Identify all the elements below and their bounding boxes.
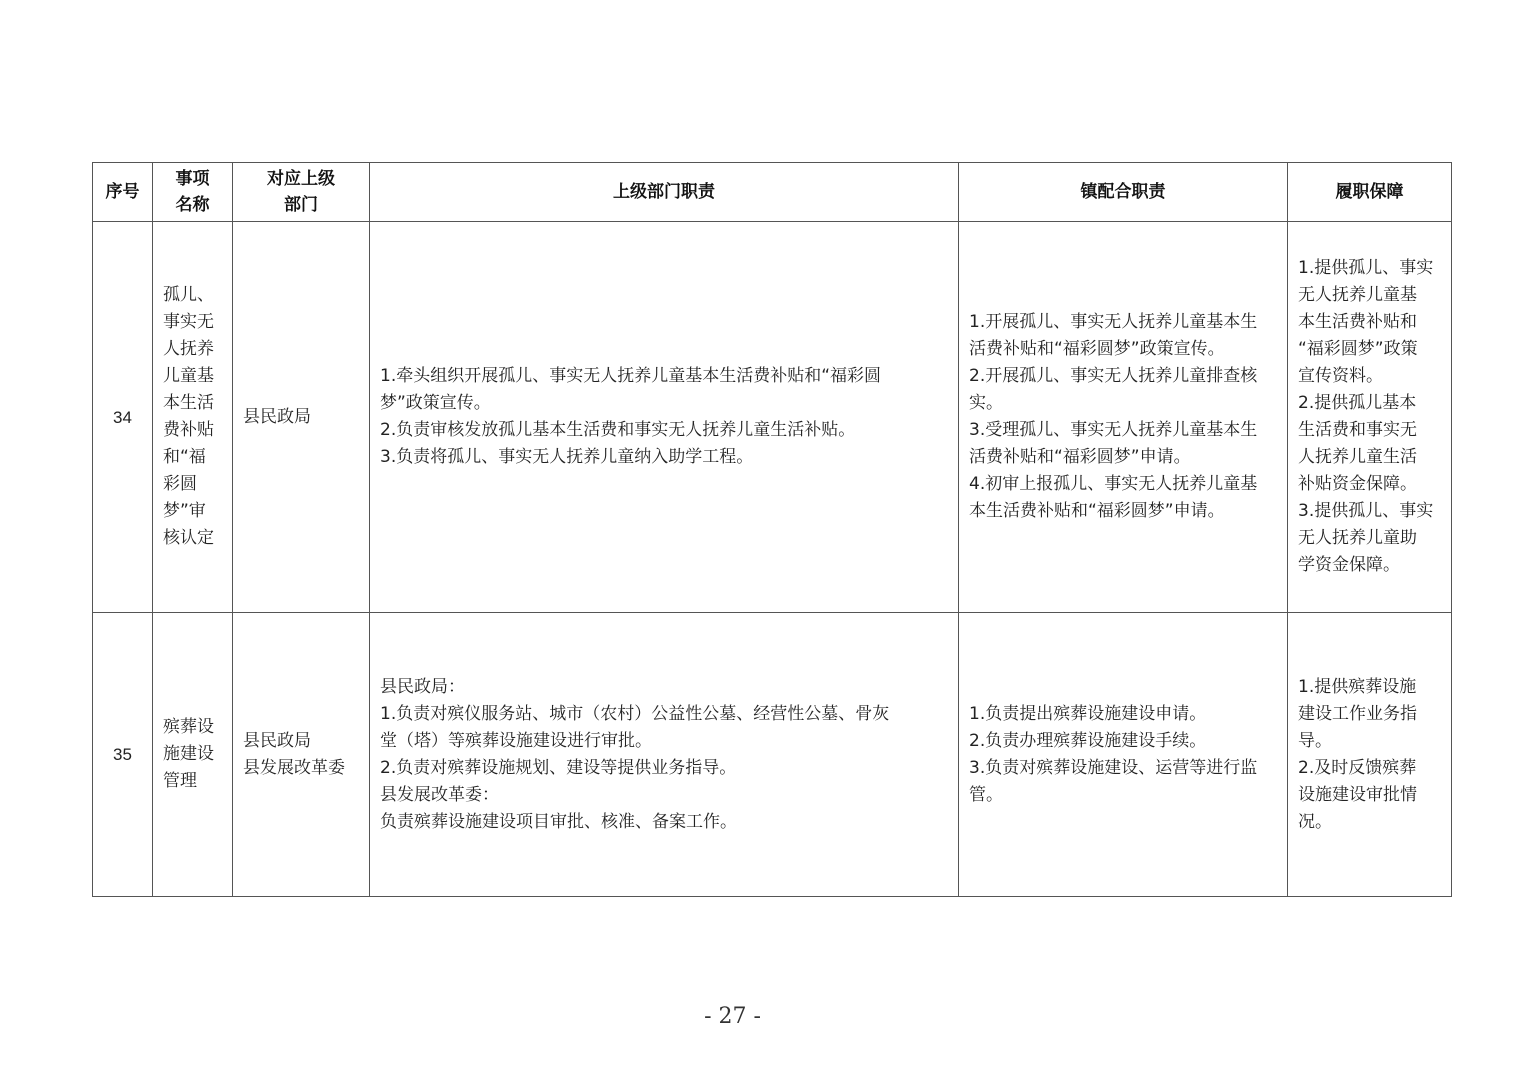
town-duty-cell — [959, 222, 1288, 613]
upper-duty-line: 1.负责对殡仪服务站、城市（农村）公益性公墓、经营性公墓、骨灰 — [380, 703, 890, 724]
upper-duty-line: 堂（塔）等殡葬设施建设进行审批。 — [380, 730, 652, 751]
upper-duty-line: 梦”政策宣传。 — [380, 393, 491, 413]
guarantee-line: 补贴资金保障。 — [1298, 474, 1417, 494]
guarantee-line: 设施建设审批情 — [1298, 784, 1417, 805]
table-row — [93, 222, 1452, 613]
item-name-cell — [153, 222, 233, 613]
guarantee-line: 本生活费补贴和 — [1298, 312, 1417, 332]
town-duty-line: 本生活费补贴和“福彩圆梦”申请。 — [969, 501, 1225, 521]
guarantee-line: 人抚养儿童生活 — [1298, 447, 1417, 467]
header-item — [153, 163, 233, 222]
guarantee-line: 2.提供孤儿基本 — [1298, 393, 1417, 413]
item-name-line: 儿童基 — [163, 366, 214, 386]
header-dept — [233, 163, 370, 222]
guarantee-cell — [1288, 613, 1452, 897]
guarantee-line: 导。 — [1298, 730, 1332, 751]
duty-table — [92, 162, 1452, 897]
header-dept-line-1: 对应上级 — [267, 169, 335, 189]
guarantee-line: 无人抚养儿童助 — [1298, 528, 1417, 548]
header-item-line-1: 事项 — [175, 169, 210, 189]
upper-duty-line: 县发展改革委： — [380, 784, 499, 805]
guarantee-line: 2.及时反馈殡葬 — [1298, 757, 1417, 778]
upper-duty-line: 3.负责将孤儿、事实无人抚养儿童纳入助学工程。 — [380, 447, 754, 467]
dept-cell — [233, 222, 370, 613]
town-duty-line: 实。 — [969, 393, 1003, 413]
upper-duty-cell — [370, 222, 959, 613]
town-duty-line: 管。 — [969, 784, 1003, 805]
guarantee-line: 宣传资料。 — [1298, 366, 1383, 386]
guarantee-line: 况。 — [1298, 811, 1332, 832]
guarantee-line: 生活费和事实无 — [1298, 420, 1417, 440]
item-name-line: 孤儿、 — [163, 285, 214, 305]
town-duty-line: 2.开展孤儿、事实无人抚养儿童排查核 — [969, 366, 1258, 386]
header-num: 序号 — [93, 163, 153, 222]
item-name-cell — [153, 613, 233, 897]
guarantee-line: 学资金保障。 — [1298, 555, 1400, 575]
guarantee-line: 建设工作业务指 — [1298, 703, 1417, 724]
item-name-line: 殡葬设 — [163, 717, 214, 737]
item-name-line: 事实无 — [163, 312, 214, 332]
row-number: 35 — [93, 613, 153, 897]
header-dept-line-2: 部门 — [284, 195, 318, 215]
header-item-line-2: 名称 — [175, 195, 210, 215]
upper-duty-line: 2.负责审核发放孤儿基本生活费和事实无人抚养儿童生活补贴。 — [380, 420, 856, 440]
upper-duty-cell — [370, 613, 959, 897]
header-town-duty: 镇配合职责 — [959, 163, 1288, 222]
item-name-line: 和“福 — [163, 447, 206, 467]
guarantee-line: 1.提供殡葬设施 — [1298, 676, 1417, 697]
item-name-line: 彩圆 — [163, 474, 197, 494]
item-name-line: 梦”审 — [163, 501, 206, 521]
upper-duty-line: 1.牵头组织开展孤儿、事实无人抚养儿童基本生活费补贴和“福彩圆 — [380, 366, 882, 386]
town-duty-line: 3.负责对殡葬设施建设、运营等进行监 — [969, 757, 1258, 778]
town-duty-line: 活费补贴和“福彩圆梦”政策宣传。 — [969, 339, 1225, 359]
table-row — [93, 613, 1452, 897]
header-guarantee: 履职保障 — [1288, 163, 1452, 222]
town-duty-line: 1.开展孤儿、事实无人抚养儿童基本生 — [969, 312, 1258, 332]
item-name-line: 施建设 — [163, 744, 214, 764]
town-duty-line: 3.受理孤儿、事实无人抚养儿童基本生 — [969, 420, 1258, 440]
item-name-line: 核认定 — [163, 528, 214, 548]
dept-line: 县民政局 — [243, 730, 311, 751]
dept-line: 县民政局 — [243, 406, 311, 427]
header-upper-duty: 上级部门职责 — [370, 163, 959, 222]
upper-duty-line: 负责殡葬设施建设项目审批、核准、备案工作。 — [380, 811, 737, 832]
dept-cell — [233, 613, 370, 897]
town-duty-line: 2.负责办理殡葬设施建设手续。 — [969, 730, 1207, 751]
town-duty-line: 1.负责提出殡葬设施建设申请。 — [969, 703, 1207, 724]
page-number: - 27 - — [704, 1004, 761, 1029]
item-name-line: 费补贴 — [163, 420, 214, 440]
upper-duty-line: 2.负责对殡葬设施规划、建设等提供业务指导。 — [380, 757, 737, 778]
dept-line: 县发展改革委 — [243, 757, 345, 778]
guarantee-line: “福彩圆梦”政策 — [1298, 339, 1418, 359]
town-duty-line: 4.初审上报孤儿、事实无人抚养儿童基 — [969, 474, 1258, 494]
guarantee-line: 无人抚养儿童基 — [1298, 285, 1417, 305]
item-name-line: 管理 — [163, 771, 197, 791]
row-number: 34 — [93, 222, 153, 613]
town-duty-line: 活费补贴和“福彩圆梦”申请。 — [969, 447, 1191, 467]
item-name-line: 本生活 — [163, 393, 214, 413]
guarantee-line: 3.提供孤儿、事实 — [1298, 501, 1434, 521]
guarantee-line: 1.提供孤儿、事实 — [1298, 258, 1434, 278]
guarantee-cell — [1288, 222, 1452, 613]
item-name-line: 人抚养 — [163, 339, 214, 359]
upper-duty-line: 县民政局： — [380, 676, 465, 697]
town-duty-cell — [959, 613, 1288, 897]
table-header-row — [93, 163, 1452, 222]
